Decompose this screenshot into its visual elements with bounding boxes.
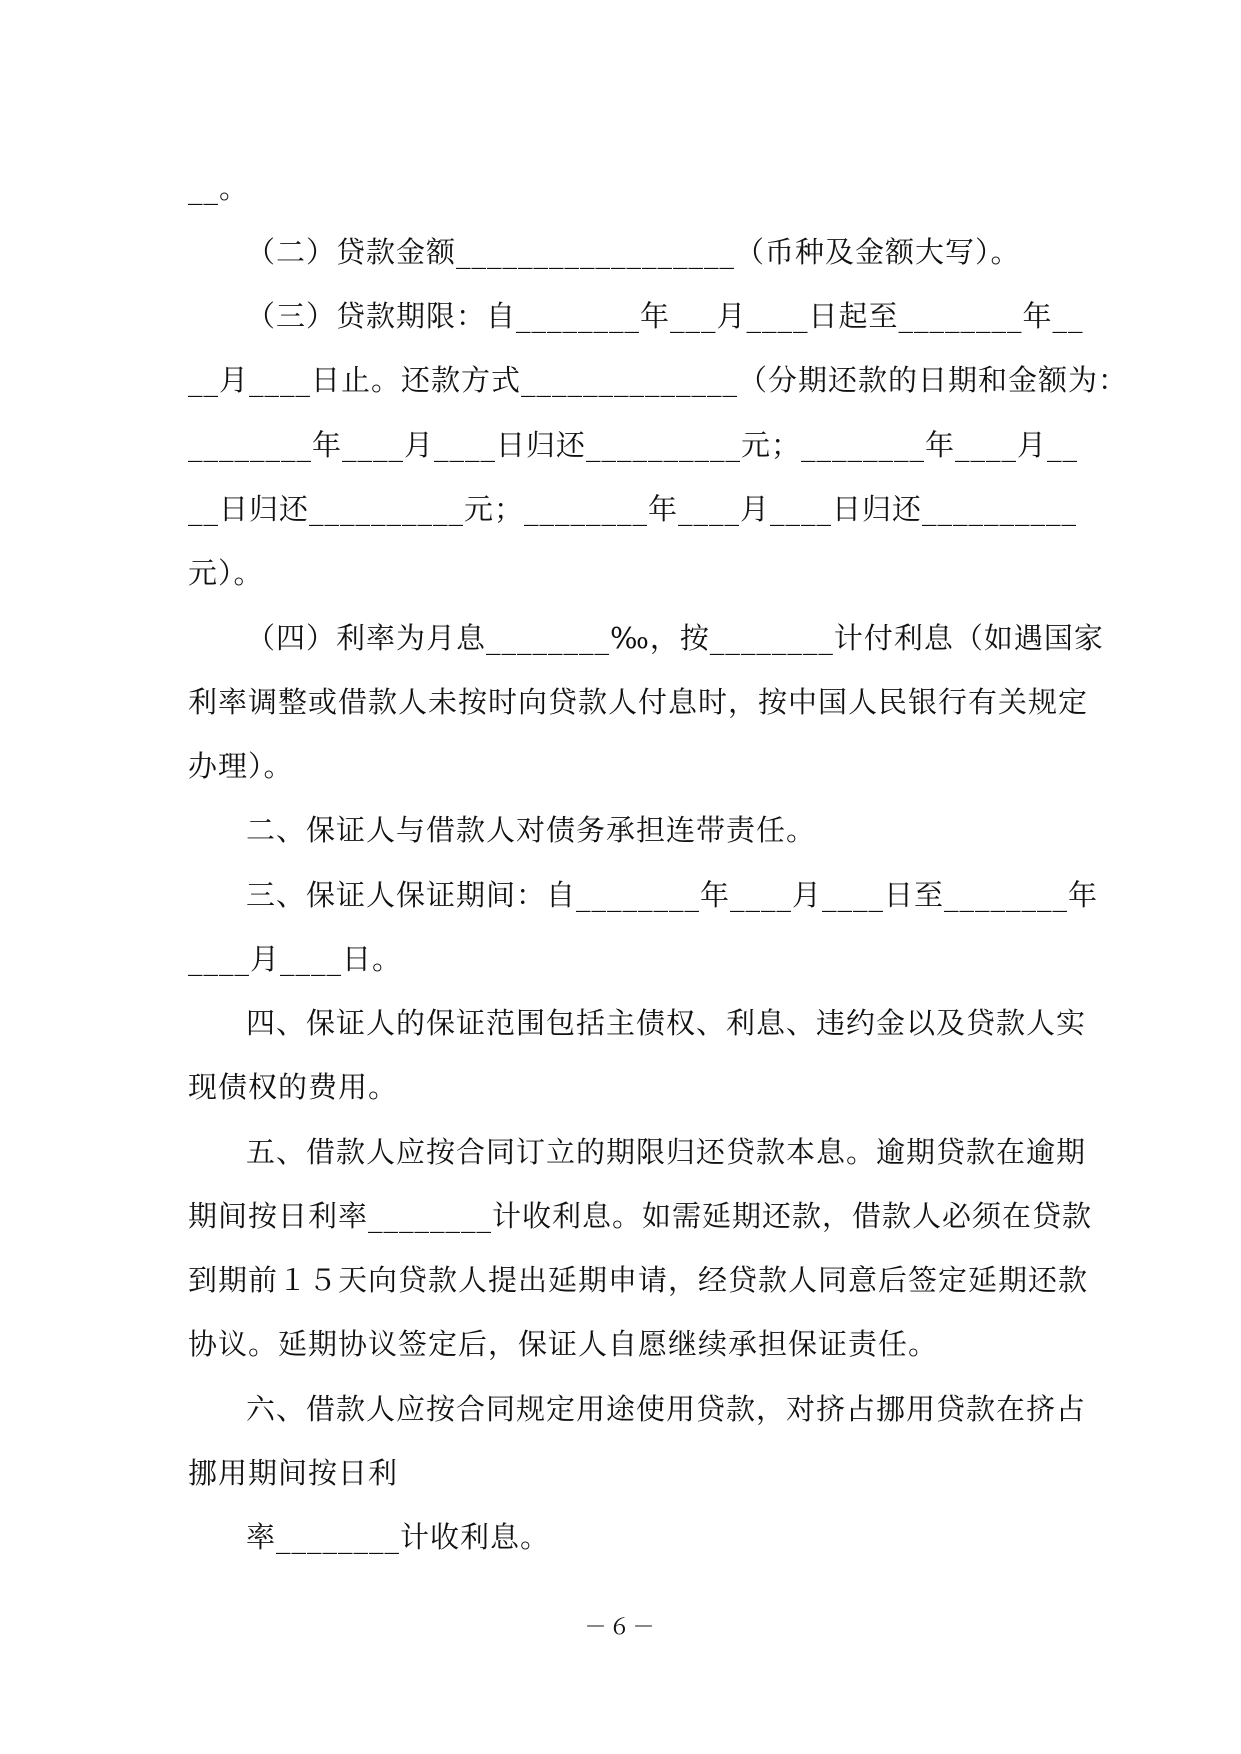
text-line: ________年____月____日归还__________元；________年____月__: [188, 428, 1079, 462]
text-line: 利率调整或借款人未按时向贷款人付息时，按中国人民银行有关规定: [188, 685, 1089, 719]
text-line: 现债权的费用。: [188, 1070, 399, 1104]
text-line: 到期前１５天向贷款人提出延期申请，经贷款人同意后签定延期还款: [188, 1263, 1089, 1297]
text-line: 四、保证人的保证范围包括主债权、利息、违约金以及贷款人实: [246, 1006, 1087, 1040]
text-line: 三、保证人保证期间：自________年____月____日至________年: [246, 878, 1099, 912]
text-line: （四）利率为月息________‰，按________计付利息（如遇国家: [246, 621, 1104, 655]
text-line: 六、借款人应按合同规定用途使用贷款，对挤占挪用贷款在挤占: [246, 1392, 1087, 1426]
text-line: 期间按日利率________计收利息。如需延期还款，借款人必须在贷款: [188, 1199, 1093, 1233]
text-line: ____月____日。: [188, 942, 403, 976]
text-line: 协议。延期协议签定后，保证人自愿继续承担保证责任。: [188, 1327, 939, 1361]
text-line: 二、保证人与借款人对债务承担连带责任。: [246, 813, 817, 847]
text-line: 挪用期间按日利: [188, 1456, 399, 1490]
text-line: 办理）。: [188, 749, 294, 783]
text-line: __月____日止。还款方式______________（分期还款的日期和金额为：: [188, 363, 1129, 397]
text-line: __日归还__________元；________年____月____日归还__________: [188, 492, 1078, 526]
text-line: 元）。: [188, 556, 264, 590]
text-line: __。: [188, 171, 250, 205]
text-line: （三）贷款期限：自________年___月____日起至________年__: [246, 299, 1084, 333]
text-line: （二）贷款金额__________________（币种及金额大写）。: [246, 235, 1021, 269]
text-line: 五、借款人应按合同订立的期限归还贷款本息。逾期贷款在逾期: [246, 1135, 1087, 1169]
text-line: 率________计收利息。: [246, 1520, 551, 1554]
page-number: －６－: [584, 1615, 657, 1640]
